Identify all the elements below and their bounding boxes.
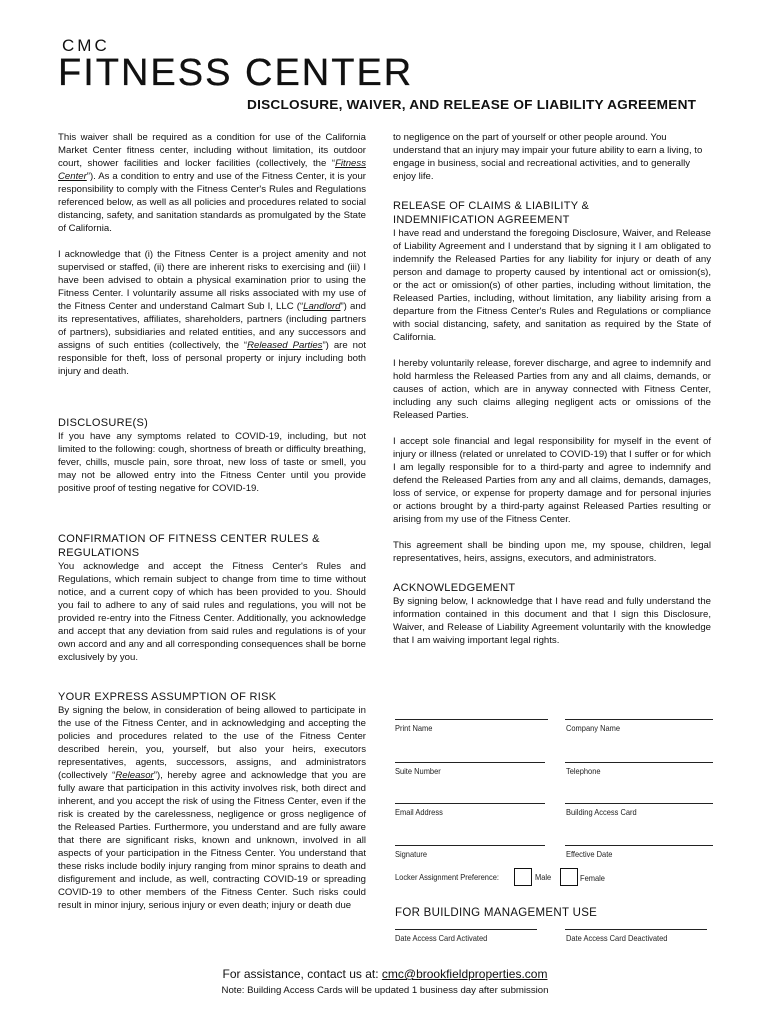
print-name-line[interactable] [395, 719, 548, 720]
locker-preference-label: Locker Assignment Preference: [395, 872, 499, 882]
email-address-line[interactable] [395, 803, 545, 804]
assistance-text: For assistance, contact us at: [222, 967, 382, 981]
contact-email-link[interactable]: cmc@brookfieldproperties.com [381, 967, 548, 981]
suite-number-line[interactable] [395, 762, 545, 763]
footer-note: Note: Building Access Cards will be updated 1 business day after submission [221, 985, 549, 996]
management-heading: FOR BUILDING MANAGEMENT USE [395, 907, 598, 919]
date-deactivated-label: Date Access Card Deactivated [566, 933, 668, 943]
brand-logo: FITNESS CENTER [58, 52, 414, 94]
brand-small: CMC [62, 36, 110, 55]
telephone-line[interactable] [565, 762, 713, 763]
risk-heading: YOUR EXPRESS ASSUMPTION OF RISK [58, 691, 277, 703]
date-activated-label: Date Access Card Activated [395, 933, 488, 943]
defined-term: Landlord [303, 301, 341, 312]
building-access-card-label: Building Access Card [566, 807, 637, 817]
release-text-1: I have read and understand the foregoing Disclosure, Waiver, and Release of Liability Agreement and I understand that by signing it I am obligated to indemnify the Released Parties for any liability for injury or death of any person and damage to property caused by intentional act or omission(s), or the act or omission(s) of other parties, including without limitation, the Released Parties, including, without limitation, any liability arising from a departure from the Fitness Center's Rules and Regulations or compliance with social distancing, safety, and sanitation as required by the State of California. [393, 228, 711, 343]
signature-line[interactable] [395, 845, 545, 846]
defined-term: Released Parties [247, 340, 323, 351]
right-column [393, 131, 711, 647]
effective-date-line[interactable] [565, 845, 713, 846]
date-activated-line[interactable] [395, 929, 537, 930]
effective-date-label: Effective Date [566, 849, 613, 859]
release-text-2: I hereby voluntarily release, forever discharge, and agree to indemnify and hold harmless the Released Parties from any and all claims, demands, or causes of action, which are in anyway connected with Fitness Center, including any such claims alleging negligent acts or omissions of the Released Parties. [393, 358, 711, 421]
female-checkbox[interactable] [560, 868, 578, 886]
male-label: Male [535, 872, 552, 882]
acknowledgement-heading: ACKNOWLEDGEMENT [393, 582, 516, 594]
disclosure-section [58, 416, 366, 495]
acknowledge-paragraph: I acknowledge that (i) the Fitness Center is a project amenity and not supervised or staffed, (ii) there are inherent risks to exercising and (iii) I have been advised to obtain a physical examination prior to using the Fitness Center. I voluntarily assume all risks associated with my use of the Fitness Center and understand Calmart Sub I, LLC (“Landlord”) and its representatives, affiliates, shareholders, partners (including partners of partners), subsidiaries and related entities, and any successors and assigns of such entities (collectively, the “Released Parties”) are not responsible for theft, loss of personal property or injury including both injury and death. [58, 249, 367, 377]
company-name-label: Company Name [566, 723, 621, 733]
confirmation-section [58, 532, 366, 664]
release-text-3: I accept sole financial and legal responsibility for myself in the event of injury or illness (related or unrelated to COVID-19) that I suffer or for which I am legally responsible for to a third-party and agree to indemnify and defend the Released Parties from any and all claims, demands, damages, loss of service, or expense for property damage and for personal injuries or actions brought by a third-party against Released Parties resulting or arising from my use of the Fitness Center. [393, 436, 711, 525]
page-title: DISCLOSURE, WAIVER, AND RELEASE OF LIABILITY AGREEMENT [247, 97, 697, 112]
defined-term: Releasor [115, 770, 154, 781]
left-column [58, 131, 366, 378]
disclosure-text: If you have any symptoms related to COVID-19, including, but not limited to the following: cough, shortness of breath or difficulty breathing, fever, chills, muscle pain, sore throat, new loss of taste or smell, you may not be allowed entry into the Fitness Center until you provide positive proof of testing negative for COVID-19. [58, 431, 366, 494]
telephone-label: Telephone [566, 766, 601, 776]
date-deactivated-line[interactable] [565, 929, 707, 930]
confirmation-text: You acknowledge and accept the Fitness Center's Rules and Regulations, which remain subject to change from time to time without notice, and a current copy of which has been provided to you. Should you fail to adhere to any of said rules and regulations, you will not be provided re-entry into the Fitness Center. Additionally, you acknowledge and accept that any deviation from said rules and regulations is of your own accord and any and all corresponding consequences shall be borne exclusively by you. [58, 561, 366, 663]
continued-text: to negligence on the part of yourself or other people around. You understand that an injury may impair your future ability to earn a living, to engage in business, social and recreational activities, and to generally enjoy life. [393, 132, 703, 182]
building-access-card-line[interactable] [565, 803, 713, 804]
intro-paragraph: This waiver shall be required as a condition for use of the California Market Center fitness center, including without limitation, its outdoor court, shower facilities and locker facilities (collectively, the “Fitness Center”). As a condition to entry and use of the Fitness Center, it is your responsibility to comply with the Fitness Center's Rules and Regulations referenced below, as well as all policies and procedures related to social distancing, safety, and sanitation standards as promulgated by the State of California. [58, 132, 366, 234]
signature-label: Signature [395, 849, 428, 859]
risk-text: By signing the below, in consideration of being allowed to participate in the use of the Fitness Center, and in acknowledging and accepting the policies and procedures related to the use of the Fitness Center described herein, you, yourself, but also your heirs, executors representatives, agents, successors, assigns, and administrators (collectively “Releasor”), hereby agree and acknowledge that you are fully aware that participation in this activity involves risk, both direct and inherent, and you accept the risk of using the Fitness Center, even if the risk is created by the carelessness, negligence or gross negligence of the Released Parties. Furthermore, you understand and are fully aware that there are significant risks, known and unknown, involved in all aspects of your participation in the Fitness Center. You understand that these risks include bodily injury ranging from minor sprains to death and disfigurement and include, as well, contracting COVID-19 or spreading COVID-19 to other members of the Fitness Center. Such risks could result in minor injury, serious injury or even death; injury or death due [58, 705, 366, 911]
acknowledgement-text: By signing below, I acknowledge that I have read and fully understand the information contained in this document and that I sign this Disclosure, Waiver, and Release of Liability Agreement voluntarily with the knowledge that I am waiving important legal rights. [393, 596, 711, 646]
release-heading: RELEASE OF CLAIMS & LIABILITY & INDEMNIFICATION AGREEMENT [393, 200, 590, 226]
risk-section [58, 690, 366, 912]
suite-number-label: Suite Number [395, 766, 441, 776]
defined-term: Fitness Center [58, 158, 366, 182]
confirmation-heading: CONFIRMATION OF FITNESS CENTER RULES & REGULATIONS [58, 533, 320, 559]
email-address-label: Email Address [395, 807, 443, 817]
male-checkbox[interactable] [514, 868, 532, 886]
female-label: Female [580, 873, 605, 883]
company-name-line[interactable] [565, 719, 713, 720]
disclosure-heading: DISCLOSURE(S) [58, 417, 149, 429]
assistance-line [0, 967, 770, 981]
release-text-4: This agreement shall be binding upon me, my spouse, children, legal representatives, heirs, assigns, executors, and administrators. [393, 540, 711, 564]
print-name-label: Print Name [395, 723, 433, 733]
